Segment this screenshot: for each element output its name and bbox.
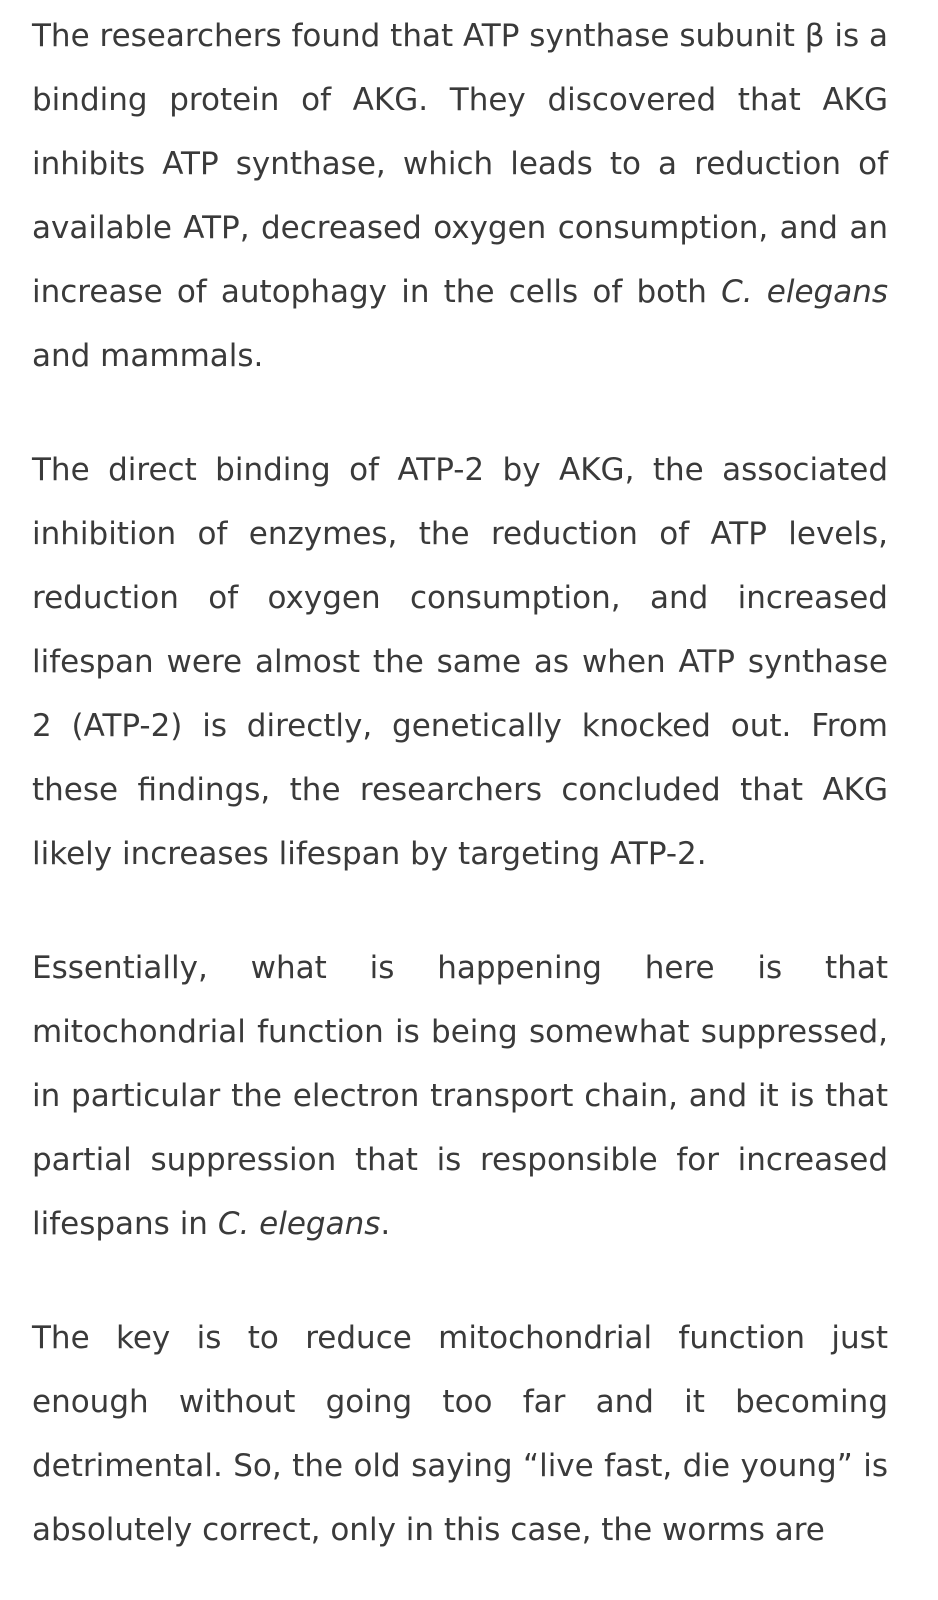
paragraph-1 [32, 4, 888, 388]
species-name: C. elegans [721, 274, 888, 310]
species-name: C. elegans [217, 1206, 381, 1242]
paragraph-3-text: Essentially, what is happening here is that mitochondrial function is being somewhat suppressed, in particular the electron transport chain, and it is that partial suppression that is responsible for increased lifespans in [32, 950, 888, 1242]
paragraph-2-text: The direct binding of ATP-2 by AKG, the associated inhibition of enzymes, the reduction of ATP levels, reduction of oxygen consumption, and increased lifespan were almost the same as when ATP synthase 2 (ATP-2) is directly, genetically knocked out. From these findings, the researchers concluded that AKG likely increases lifespan by targeting ATP-2. [32, 452, 888, 872]
paragraph-1-text-end: and mammals. [32, 338, 264, 374]
paragraph-4-text: The key is to reduce mitochondrial function just enough without going too far and it becoming detrimental. So, the old saying “live fast, die young” is absolutely correct, only in this case, the worms are [32, 1320, 888, 1548]
paragraph-3-text-end: . [380, 1206, 391, 1242]
paragraph-2 [32, 438, 888, 886]
paragraph-3 [32, 936, 888, 1256]
paragraph-1-text: The researchers found that ATP synthase subunit β is a binding protein of AKG. They discovered that AKG inhibits ATP synthase, which leads to a reduction of available ATP, decreased oxygen consumption, and an increase of autophagy in the cells of both [32, 18, 888, 310]
paragraph-4 [32, 1306, 888, 1562]
